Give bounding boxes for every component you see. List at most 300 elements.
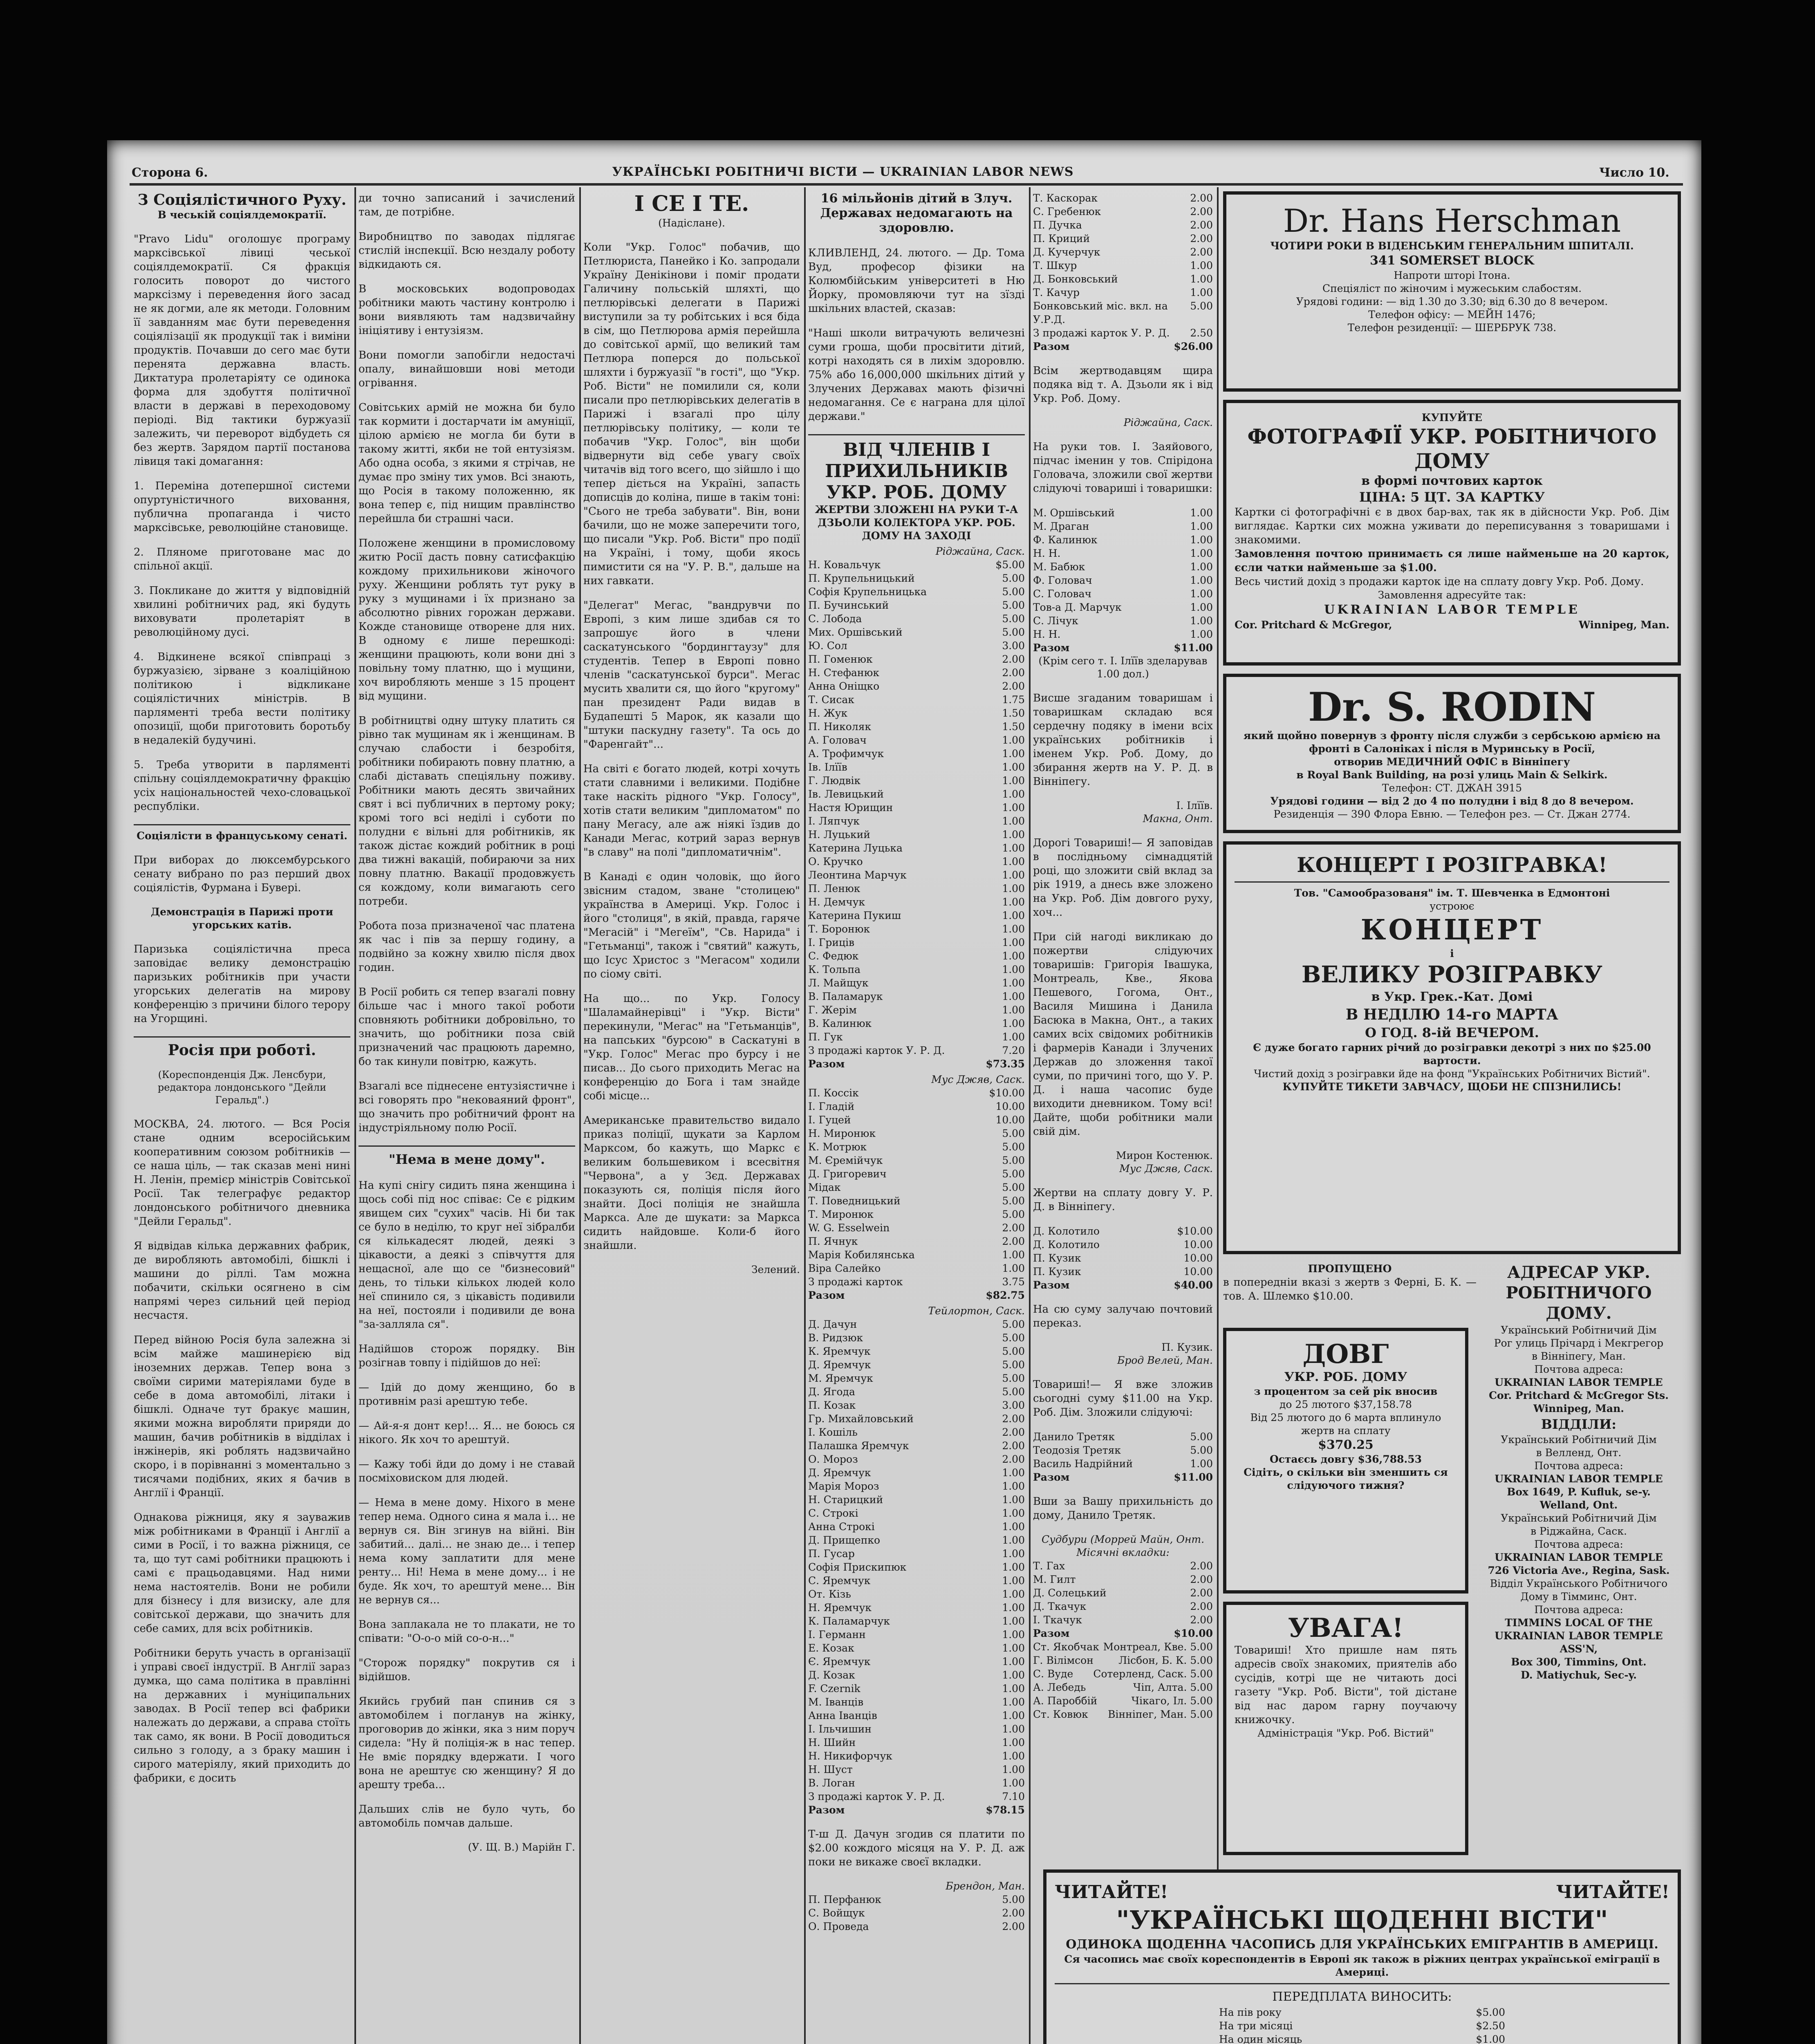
ad-line: Ся часопись має своїх кореспондентів в Европі як також в ріжних центрах української еміграції в Америці. — [1064, 1953, 1660, 1978]
donation-amount: 5.00 — [1002, 1154, 1025, 1166]
ad-uvaha — [1223, 1602, 1468, 1855]
donation-row — [808, 1628, 1025, 1641]
donation-row — [808, 1412, 1025, 1425]
donation-amount: 7.20 — [1002, 1044, 1025, 1056]
donor-name: На три місяці — [1219, 2020, 1293, 2032]
donation-row — [808, 1906, 1025, 1920]
donor-name: Н. Стефанюк — [808, 667, 879, 679]
donation-row — [808, 868, 1025, 882]
donor-name: На пів року — [1219, 2006, 1282, 2018]
donation-list — [808, 1318, 1025, 1803]
donor-name: З продажі карток — [808, 1276, 903, 1288]
article-paragraph: МОСКВА, 24. лютого. — Вся Росія стане одним всеросійським кооперативним союзом робітників — се наша ціль, — так сказав мені нині Н. Ленін, премієр міністрів Совітської Росії. Так телеграфує редактор лондонського робітничого дневника "Дейли Геральд". — [134, 1118, 350, 1228]
donation-list — [1033, 191, 1213, 340]
donor-name: В. Логан — [808, 1777, 855, 1789]
donation-amount: 1.00 — [1002, 775, 1025, 787]
donation-row — [808, 572, 1025, 585]
signature: І. Ілїїв. — [1176, 800, 1213, 811]
donation-amount: 1.00 — [1002, 896, 1025, 908]
article-paragraph: В робітництві одну штуку платить ся рівно так мущинам як і женщинам. В случаю слабости і безробітя, робітники побирають повну платню, а слабі діставать спеціяльну поживу. Робітники мають десять звичайних свят і всі публичних в пертому року; кромі того всі неділі і суботи по полудни є вільні для робітників, як також дістає кождий робітник в році два тижні вакацій, побираючи за них повну платню. Вакації продовжуєть ся кождому, коли вимагають сего потреби. — [359, 715, 575, 908]
ad-line: Телефон резиденції: — ШЕРБРУК 738. — [1347, 322, 1557, 334]
donation-amount: 1.00 — [1002, 1723, 1025, 1735]
ad-line: Напроти шторі Ітона. — [1394, 269, 1510, 281]
donor-name: І. Гладій — [808, 1100, 855, 1112]
location-heading: Тейлортон, Саск. — [928, 1305, 1025, 1317]
article-paragraph: На купі снігу сидить пяна женщина і щось собі під нос співає: Се є рідким явищем сих "сухих" часів. Ні би так се було в неділю, то круг неї зібралби ся кількадесят людей, деякі з цікавости, а деякі з співчуття для нещасної, але що се "бизнесовий" день, то тільки кількох людей коло неї спинило ся, з цікавість подивили на неї, постояли і подивили де вона "за-залляла ся". — [359, 1179, 575, 1331]
donation-row — [808, 1493, 1025, 1506]
donation-amount: 5.00 — [1002, 1332, 1025, 1344]
ad-line: Почтова адреса: — [1534, 1604, 1623, 1616]
donor-name: Н. Ковальчук — [808, 559, 881, 571]
donation-total: Разом $82.75 — [808, 1289, 1025, 1301]
donor-name: Мих. Оршівський — [808, 626, 903, 638]
donation-list — [808, 1893, 1025, 1933]
ad-line: Остаєсь довгу $36,788.53 — [1269, 1453, 1422, 1465]
donation-row — [808, 1318, 1025, 1331]
donation-amount: 2.00 — [1190, 1573, 1213, 1585]
article-title: Демонстрація в Парижі проти угорських катів. — [150, 906, 334, 931]
donor-name: П. Перфанюк — [808, 1894, 881, 1905]
donation-amount: 2.00 — [1002, 1453, 1025, 1465]
donation-row — [808, 1372, 1025, 1385]
donation-row — [1219, 2033, 1505, 2044]
donation-row — [808, 747, 1025, 760]
ad-title: ДОВГ — [1302, 1339, 1389, 1369]
donor-name: Настя Юрищин — [808, 802, 893, 814]
donation-row — [808, 1920, 1025, 1933]
donation-list — [1033, 1640, 1213, 1721]
donation-row — [808, 760, 1025, 774]
ad-line: Є дуже богато гарних річий до розігравки декотрі з них по $25.00 вартости. — [1253, 1042, 1651, 1067]
article-paragraph: При виборах до люксембурського сенату вибрано по раз перший двох соціялістів, Фурмана і Бувері. — [134, 854, 350, 894]
article-paragraph: Положене женщини в промисловому житю Росії дасть повну сатисфакцію кождому прихильникови жіночого руху. Женщини роблять тут руку в руку з мущинами і їх признано за абсолютно рівних горожан держави. Кожде становище отворене для них. В одному є лише перешкоді: женщини працюють, коли вони дні з повільну тому платню, що і мущини, хоч виробляють менше з 15 процент від мущини. — [359, 537, 575, 702]
donation-list — [808, 1086, 1025, 1289]
ad-line: TIMMINS LOCAL OF THE UKRAINIAN LABOR TEMPLE ASS'N, — [1495, 1617, 1663, 1655]
ad-line: КОНЦЕРТ — [1360, 914, 1544, 946]
donation-amount: 5.00 — [1190, 1444, 1213, 1456]
donation-row — [808, 1520, 1025, 1533]
donation-amount: 5.00 — [1002, 586, 1025, 598]
donation-row — [1033, 1586, 1213, 1600]
donor-name: Д. Ягода — [808, 1386, 855, 1398]
donor-name: С. Яремчук — [808, 1575, 871, 1587]
donation-row — [808, 841, 1025, 855]
donation-row — [1033, 1640, 1213, 1654]
ad-line: КУПУЙТЕ — [1421, 412, 1483, 424]
donor-name: В. Ридзюк — [808, 1332, 863, 1344]
donation-amount: 2.00 — [1190, 233, 1213, 244]
donation-row — [808, 1385, 1025, 1399]
donation-amount: 1.00 — [1002, 937, 1025, 948]
donor-name: К. Тольпа — [808, 964, 861, 975]
donation-amount: 1.00 — [1002, 991, 1025, 1002]
donation-row — [1033, 1238, 1213, 1251]
note: (Крім сего т. І. Ілїїв зделарував 1.00 дол.) — [1038, 655, 1208, 680]
donor-name: Ст. Ковюк — [1033, 1708, 1088, 1720]
donation-amount: 1.00 — [1190, 273, 1213, 285]
ad-line: і — [1450, 948, 1454, 959]
ad-line: Відділ Українського Робітничого Дому в Тімминс, Онт. — [1490, 1578, 1668, 1602]
ad-title: Dr. S. RODIN — [1308, 684, 1596, 730]
donation-amount: 2.00 — [1190, 1560, 1213, 1572]
donation-row — [808, 895, 1025, 909]
divider — [134, 824, 350, 825]
donation-row — [808, 1506, 1025, 1520]
donor-name: F. Czernik — [808, 1683, 860, 1694]
donor-name: С. Головач — [1033, 588, 1092, 600]
donation-amount: $10.00 — [1177, 1225, 1213, 1237]
donor-name: П. Кузик — [1033, 1266, 1081, 1278]
donation-amount: 1.00 — [1002, 869, 1025, 881]
donor-name: М. Іванців — [808, 1696, 864, 1708]
donation-amount: 5.00 — [1002, 1372, 1025, 1384]
article-paragraph: В Росії робить ся тепер взагалі повну більше час і много такої роботи сповняють робітники добровільно, то значить, що робітники поза свій призначений час працюють даремно, бо так кинули повітрю, кажуть. — [359, 986, 575, 1068]
note-title: ПРОПУЩЕНО — [1308, 1263, 1392, 1275]
note-text: в попередніи вказі з жертв з Ферні, Б. К. — тов. А. Шлемко $10.00. — [1223, 1276, 1477, 1302]
ad-title: Dr. Hans Herschman — [1283, 203, 1621, 240]
donation-row — [1033, 1559, 1213, 1573]
donation-amount: 5.00 — [1002, 599, 1025, 611]
donor-name: П. Николяк — [808, 721, 872, 733]
donation-row — [1033, 587, 1213, 601]
donation-row — [808, 1275, 1025, 1289]
column-1 — [134, 191, 350, 2044]
donation-row — [1033, 547, 1213, 560]
donor-name: Леонтина Марчук — [808, 869, 907, 881]
ad-line: Тов. "Самообразованя" ім. Т. Шевченка в Едмонтоні — [1294, 887, 1610, 899]
donor-name: Д. Бонковський — [1033, 273, 1118, 285]
donor-name: І. Гуцей — [808, 1114, 851, 1126]
donation-amount: 2.00 — [1190, 1614, 1213, 1626]
donation-row — [808, 1167, 1025, 1181]
ad-line: в формі почтових карток — [1361, 474, 1543, 488]
donor-name: П. Ленюк — [808, 883, 860, 894]
donor-name: Анна Іванців — [808, 1710, 877, 1721]
ad-line: ПЕРЕДПЛАТА ВИНОСИТЬ: — [1272, 1990, 1452, 2004]
donation-amount: 1.00 — [1002, 1018, 1025, 1029]
donation-row — [1033, 1667, 1213, 1681]
donor-name: С. Строкі — [808, 1507, 858, 1519]
donor-name: Анна Строкі — [808, 1521, 875, 1533]
donation-row — [1033, 574, 1213, 587]
article-paragraph: Вони помогли запобігли недостачі опалу, винайшовши нові методи огрівання. — [359, 349, 575, 389]
ad-line: Телефон: СТ. ДЖАН 3915 — [1382, 782, 1522, 794]
article-paragraph: Якийсь грубий пан спинив ся з автомобілем і погланув на жінку, проговорив до жінки, яка з ним поруч сидела: "Ну й поліція-ж в нас тепер. Не вміє порядку вдержати. І чого вона не арештує сю женщину? Я до арешту треба... — [359, 1695, 575, 1791]
donation-row — [1033, 1457, 1213, 1470]
donation-amount: 10.00 — [995, 1100, 1025, 1112]
ad-line: Урядові години — від 2 до 4 по полудни і від 8 до 8 вечером. — [1270, 795, 1634, 807]
donor-name: І. Гриців — [808, 937, 855, 948]
donation-row — [808, 639, 1025, 652]
donor-name: Ф. Калинюк — [1033, 534, 1098, 546]
donation-row — [808, 1140, 1025, 1154]
ad-line: Почтова адреса: — [1534, 1460, 1623, 1472]
donor-name: М. Гилт — [1033, 1573, 1076, 1585]
article-paragraph: "Сторож порядку" покрутив ся і відійшов. — [359, 1657, 575, 1683]
donor-name: Т. Сисак — [808, 694, 854, 706]
donor-name: М. Бабюк — [1033, 561, 1085, 573]
donation-amount: 1.00 — [1002, 1031, 1025, 1043]
donation-row — [808, 1044, 1025, 1057]
donation-amount: 1.00 — [1002, 1683, 1025, 1694]
donor-name: І. Германн — [808, 1629, 866, 1641]
donor-name: Є. Яремчук — [808, 1656, 871, 1667]
donor-name: Н. Жук — [808, 707, 848, 719]
donation-amount: 1.00 — [1002, 1764, 1025, 1775]
donation-row — [808, 1358, 1025, 1372]
article-paragraph: Надійшов сторож порядку. Він розігнав товпу і підійшов до неї: — [359, 1343, 575, 1369]
article-title: І СЕ І ТЕ. — [634, 191, 749, 216]
donation-row — [808, 1466, 1025, 1479]
donor-name: Н. Демчук — [808, 896, 865, 908]
article-paragraph: 1. Переміна дотепершної системи опуртуністичного виховання, публична пропаганда і чисто марксівське, революційне становище. — [134, 480, 350, 534]
ad-line: Український Робітничий Дім — [1501, 1434, 1657, 1446]
donation-row — [808, 1331, 1025, 1345]
donation-amount: 1.00 — [1002, 1588, 1025, 1600]
donation-row — [808, 814, 1025, 828]
ad-debt — [1223, 1328, 1468, 1594]
donation-amount: 2.00 — [1190, 206, 1213, 217]
article-paragraph: Виробництво по заводах підлягає стислій інспекції. Всю нездалу роботу відкидають ся. — [359, 231, 575, 271]
donor-name: Г. Вілімсон — [1033, 1654, 1093, 1666]
donation-row — [808, 949, 1025, 963]
ad-line: в Укр. Грек.-Кат. Домі — [1371, 990, 1533, 1004]
donation-amount: 1.00 — [1002, 1656, 1025, 1667]
donor-name: М. Єремійчук — [808, 1154, 883, 1166]
donation-row — [1033, 628, 1213, 641]
donation-amount: 5.00 — [1002, 613, 1025, 625]
donation-amount: 2.00 — [1002, 1413, 1025, 1425]
donation-amount: 10.00 — [1183, 1239, 1213, 1251]
donation-row — [1033, 1681, 1213, 1694]
ad-line: $370.25 — [1318, 1438, 1374, 1452]
ad-line: UKRAINIAN LABOR TEMPLE — [1495, 1551, 1663, 1563]
donation-amount: 2.00 — [1002, 1440, 1025, 1452]
donation-row — [1033, 1573, 1213, 1586]
donation-amount: 2.00 — [1002, 1235, 1025, 1247]
donor-name: І. Ляпчук — [808, 815, 860, 827]
donation-row — [808, 936, 1025, 949]
ad-line: який щойно повернув з фронту після служби з сербською армією на фронті в Салоніках і після в Муринську в Росії, — [1243, 730, 1661, 755]
column-rule — [1029, 187, 1031, 2044]
donation-row — [1033, 1694, 1213, 1708]
donation-amount: 1.00 — [1002, 950, 1025, 962]
donation-amount: 1.00 — [1002, 1777, 1025, 1789]
signature: П. Кузик. — [1161, 1341, 1213, 1353]
ad-line: 726 Victoria Ave., Regina, Sask. — [1488, 1564, 1670, 1576]
article-paragraph: Паризька соціялістична преса заповідає велику демонстрацію паризьких робітників при участи угорських делегатів на мирову конференцію з причини білого терору на Угорщині. — [134, 943, 350, 1025]
donation-amount: 1.00 — [1002, 1467, 1025, 1479]
donation-amount: 1.00 — [1002, 1642, 1025, 1654]
donation-amount: 7.10 — [1002, 1791, 1025, 1802]
donor-name: І. Ільчишин — [808, 1723, 872, 1735]
donation-amount: 1.50 — [1002, 721, 1025, 733]
donation-list — [1033, 1224, 1213, 1278]
donation-amount: 1.00 — [1190, 1458, 1213, 1470]
donor-name: Бонковський міс. вкл. на У.Р.Д. — [1033, 300, 1168, 325]
donor-name: С. Лобода — [808, 613, 862, 625]
ad-line: Welland, Ont. — [1539, 1499, 1618, 1511]
donation-row — [1033, 272, 1213, 286]
donor-name: Т. Качур — [1033, 287, 1080, 298]
donor-name: Д. Яремчук — [808, 1467, 871, 1479]
article-paragraph: "Наші школи витрачують величезні суми гроша, щоби просвітити дітий, котрі находять ся в лихім здоровлю. 75% або 16,000,000 шкільних дітий у Злучених Державах мають фізичні недомагання. Се є награна для цілої держави." — [808, 327, 1025, 423]
donation-amount: 1.00 — [1002, 1669, 1025, 1681]
donation-row — [808, 1100, 1025, 1113]
donation-amount: Сотерленд, Саск. 5.00 — [1093, 1668, 1213, 1680]
masthead: УКРАЇНСЬКІ РОБІТНИЧІ ВІСТИ — UKRAINIAN LABOR NEWS — [612, 165, 1074, 179]
donation-row — [808, 1722, 1025, 1736]
donation-amount: Вінніпег, Ман. 5.00 — [1108, 1708, 1213, 1720]
donation-row — [808, 1003, 1025, 1017]
donation-amount: $5.00 — [1476, 2006, 1505, 2018]
donation-amount: $2.50 — [1476, 2020, 1505, 2032]
donor-name: Н. Шийн — [808, 1737, 856, 1748]
donation-amount: Лісбон, Б. К. 5.00 — [1118, 1654, 1213, 1666]
donation-amount: 2.00 — [1190, 219, 1213, 231]
donor-name: Н. Старицкий — [808, 1494, 883, 1506]
donor-name: О. Проведа — [808, 1921, 869, 1932]
donation-amount: 1.00 — [1190, 574, 1213, 586]
donation-row — [808, 1709, 1025, 1722]
donation-row — [1033, 601, 1213, 614]
donation-amount: $1.00 — [1476, 2033, 1505, 2044]
donation-row — [808, 787, 1025, 801]
donor-name: Д. Колотило — [1033, 1225, 1100, 1237]
article-byline: (Кореспонденція Дж. Ленсбури, редактора лондонського "Дейли Геральд".) — [157, 1069, 327, 1106]
donation-row — [1033, 299, 1213, 326]
donation-row — [808, 1425, 1025, 1439]
donation-row — [1033, 1251, 1213, 1265]
donor-name: З продажі карток У. Р. Д. — [1033, 327, 1170, 339]
donor-name: З продажі карток У. Р. Д. — [808, 1791, 945, 1802]
donation-total: Разом $11.00 — [1033, 1471, 1213, 1483]
article-title: 16 мільйонів дітий в Злуч. Державах недомагають на здоровлю. — [820, 191, 1013, 235]
ad-line: Почтова адреса: — [1534, 1538, 1623, 1550]
article-paragraph: Т-ш Д. Дачун згодив ся платити по $2.00 кождого місяця на У. Р. Д. аж поки не викаже своєї вкладки. — [808, 1828, 1025, 1868]
donation-row — [808, 1655, 1025, 1668]
ad-line: Український Робітничий Дім — [1501, 1324, 1657, 1336]
donation-row — [808, 1668, 1025, 1682]
donation-row — [808, 1574, 1025, 1587]
article-paragraph: 3. Покликане до життя у відповідній хвилині робітничих рад, які будуть виховувати пролетаріят в революційному дусі. — [134, 585, 350, 639]
donor-name: С. Лічук — [1033, 615, 1078, 627]
donor-name: Н. Никифорчук — [808, 1750, 892, 1762]
donation-row — [808, 1695, 1025, 1709]
donor-name: Ів. Левицький — [808, 788, 884, 800]
article-paragraph: Вши за Вашу прихильність до дому, Данило Третяк. — [1033, 1495, 1213, 1522]
donor-name: Катерина Луцька — [808, 842, 903, 854]
donation-amount: 1.75 — [1002, 694, 1025, 706]
ad-line: в Ріджайна, Саск. — [1530, 1525, 1627, 1537]
issue-number: Число 10. — [1599, 166, 1669, 180]
ad-line: Товариші! Хто пришле нам пять адресів своїх знакомих, приятелів або сусідів, котрі ще не читають досі газету "Укр. Роб. Вісти", той дістане від нас даром гарну поучаючу книжочку. — [1235, 1644, 1457, 1726]
donor-name: О. Мороз — [808, 1453, 858, 1465]
article-paragraph: КЛИВЛЕНД, 24. лютого. — Др. Тома Вуд, професор фізики на Колюмбійським університеті в Ню Йорку, промовляючи тут на зїзді шкільних властей, сказав: — [808, 247, 1025, 315]
donation-amount: Чіп, Алта. 5.00 — [1133, 1681, 1213, 1693]
ad-line: Від 25 лютого до 6 марта вплинуло жертв на сплату — [1250, 1412, 1441, 1437]
ad-header-row — [1055, 1881, 1669, 1904]
donation-row — [808, 882, 1025, 895]
donor-name: Д. Кучерчук — [1033, 246, 1100, 258]
donor-name: Н. Шуст — [808, 1764, 853, 1775]
donation-amount: 1.00 — [1002, 1629, 1025, 1641]
donation-list — [808, 558, 1025, 1057]
ad-line: ЧОТИРИ РОКИ В ВІДЕНСЬКИМ ГЕНЕРАЛЬНИМ ШПИТАЛІ. — [1270, 240, 1634, 252]
donor-name: П. Кузик — [1033, 1252, 1081, 1264]
donation-amount: 5.00 — [1002, 1168, 1025, 1180]
donor-name: Д. Яремчук — [808, 1359, 871, 1371]
ad-line: О ГОД. 8-ій ВЕЧЕРОМ. — [1365, 1025, 1539, 1040]
donation-row — [808, 1736, 1025, 1749]
donation-row — [808, 1439, 1025, 1452]
donor-name: Теодозія Третяк — [1033, 1444, 1121, 1456]
donation-row — [1033, 506, 1213, 520]
donation-row — [808, 828, 1025, 841]
donation-row — [808, 774, 1025, 787]
donation-amount: 1.00 — [1002, 1004, 1025, 1016]
location-heading: Судбури (Моррей Майн, Онт. Місячні вкладки: — [1041, 1533, 1205, 1558]
ad-photos — [1223, 400, 1681, 666]
donation-amount: 1.00 — [1002, 842, 1025, 854]
article-paragraph: 4. Відкинене всякої співпраці з буржуазією, зірване з коаліційною політикою і відкликане соціялістичних міністрів. В парляменті треба вести політику опозиції, щоби приготовить боротьбу в недалекій будучині. — [134, 651, 350, 746]
donation-row — [808, 855, 1025, 868]
article-paragraph: Робітники беруть участь в організації і управі своєї індустрії. В Англії зараз думка, що сама політика в правлінні на державних і муніципальних заводах. В Росії тепер всі фабрики належать до держави, а справа стоїть так само, як вони. В Росії доводиться сильно з голоду, а з браку машин і сирого матеріялу, який приходить до фабрики, є досить — [134, 1647, 350, 1784]
note-propushcheno — [1223, 1262, 1477, 1324]
donation-row — [1033, 191, 1213, 205]
donation-row — [808, 625, 1025, 639]
ad-title: КОНЦЕРТ І РОЗІГРАВКА! — [1297, 853, 1607, 877]
donation-row — [1033, 614, 1213, 628]
donor-name: С. Войщук — [808, 1907, 865, 1919]
donation-row — [808, 1086, 1025, 1100]
donation-amount: 1.00 — [1002, 1710, 1025, 1721]
ad-line: Спеціяліст по жіночим і мужеським слабостям. — [1322, 282, 1582, 294]
donation-amount: 1.00 — [1190, 628, 1213, 640]
donor-name: П. Ячнук — [808, 1235, 858, 1247]
donation-amount: 1.00 — [1002, 829, 1025, 840]
donor-name: Катерина Пукиш — [808, 910, 901, 921]
donation-amount: 2.00 — [1002, 653, 1025, 665]
donor-name: Л. Майщук — [808, 977, 869, 989]
donation-amount: 2.00 — [1002, 667, 1025, 679]
donation-row — [808, 1194, 1025, 1208]
donation-row — [808, 1235, 1025, 1248]
ad-line: Cor. Pritchard & McGregor Sts. — [1489, 1390, 1669, 1401]
article-signature: Зелений. — [751, 1264, 800, 1275]
donation-amount: 1.00 — [1002, 1494, 1025, 1506]
donation-amount: 1.00 — [1190, 561, 1213, 573]
ad-line: в Вінніпегу, Ман. — [1532, 1350, 1626, 1362]
donation-amount: 5.00 — [1002, 1318, 1025, 1330]
donor-name: Н. Миронюк — [808, 1127, 876, 1139]
donor-name: Т. Гах — [1033, 1560, 1065, 1572]
donation-amount: 5.00 — [1002, 1127, 1025, 1139]
ad-line: в Royal Bank Building, на розі улиць Main & Selkirk. — [1296, 769, 1608, 781]
donation-amount: 10.00 — [1183, 1252, 1213, 1264]
donation-amount: 1.00 — [1002, 856, 1025, 867]
donation-amount: 1.00 — [1002, 1602, 1025, 1614]
donor-name: К. Яремчук — [808, 1345, 871, 1357]
donation-amount: 2.00 — [1190, 192, 1213, 204]
donor-name: Софія Прискипюк — [808, 1561, 907, 1573]
ad-line: в Велленд, Онт. — [1536, 1447, 1622, 1459]
ad-line: ВІДДІЛИ: — [1541, 1416, 1617, 1432]
donation-amount: 1.00 — [1002, 748, 1025, 760]
donation-row — [1033, 232, 1213, 245]
ad-line: КУПУЙТЕ ТИКЕТИ ЗАВЧАСУ, ЩОБИ НЕ СПІЗНИЛИСЬ! — [1282, 1081, 1622, 1093]
article-paragraph: Вона заплакала не то плакати, не то співати: "О-о-о мій со-о-н..." — [359, 1618, 575, 1645]
